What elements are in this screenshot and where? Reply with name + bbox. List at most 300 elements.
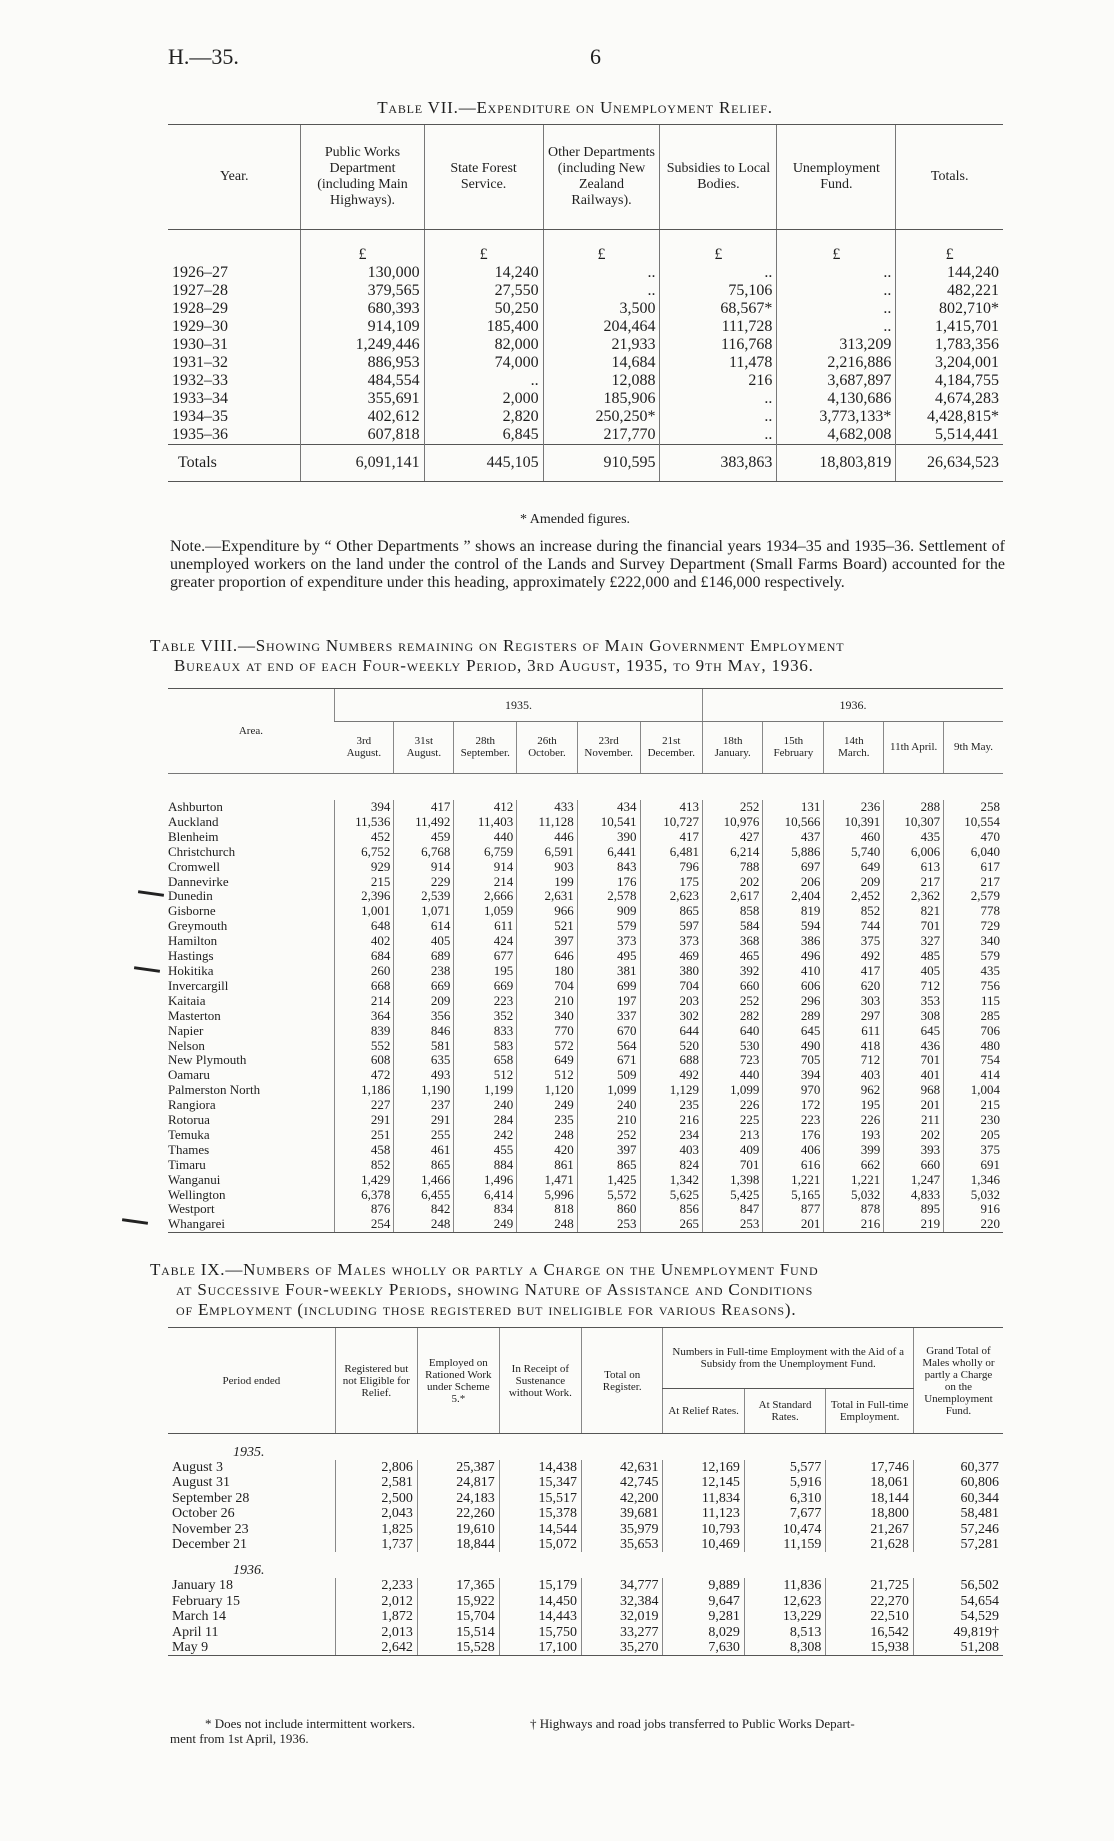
note-paragraph: Note.—Expenditure by “ Other Departments ” shows an increase during the financial years 1934–35 and 1935–36. Settlement of unemployed workers on the land under the control of the Lands and Survey Department (Small Farms Board) accounted for the greater proportion of expenditure under this heading, approximately £222,000 and £146,000 respectively. — [170, 538, 1005, 591]
t8-value-cell: 1,059 — [454, 904, 517, 919]
t8-value-cell: 195 — [824, 1098, 884, 1113]
t7-value-cell: 217,770 — [543, 426, 660, 445]
t8-value-cell: 434 — [577, 800, 640, 815]
t8-area-cell: Wanganui — [168, 1171, 221, 1187]
t8-value-cell: 10,541 — [577, 815, 640, 830]
t8-value-cell: 1,071 — [394, 904, 454, 919]
t9-value-cell: 14,450 — [499, 1594, 581, 1609]
t9-period-cell: November 23 — [172, 1521, 249, 1537]
t8-value-cell: 373 — [577, 934, 640, 949]
t8-value-cell: 5,996 — [517, 1188, 578, 1203]
table-row — [168, 875, 1003, 890]
table9-title-line2: at Successive Four-weekly Periods, showing Nature of Assistance and Conditions — [176, 1280, 814, 1299]
t8-value-cell: 210 — [517, 994, 578, 1009]
t8-value-cell: 11,128 — [517, 815, 578, 830]
t8-value-cell: 616 — [763, 1158, 824, 1173]
t9-value-cell: 18,844 — [417, 1537, 499, 1552]
t8-year-1935: 1935. — [334, 689, 702, 722]
t8-value-cell: 437 — [763, 830, 824, 845]
t8-value-cell: 684 — [334, 949, 394, 964]
t8-area-cell: Oamaru — [168, 1067, 210, 1083]
t7-value-cell: 185,400 — [424, 318, 543, 336]
t7-value-cell: 130,000 — [301, 264, 424, 282]
t9-year-row — [168, 1552, 1003, 1578]
table-row — [168, 1537, 1003, 1552]
t8-value-cell: 6,040 — [944, 845, 1003, 860]
table-row — [168, 860, 1003, 875]
t7-col-totals: Totals. — [896, 125, 1003, 230]
t7-value-cell: 75,106 — [660, 282, 777, 300]
table9-footnote-2 — [530, 1716, 1000, 1731]
table-row — [168, 919, 1003, 934]
t9-col-registered: Registered but not Eligible for Relief. — [335, 1328, 417, 1434]
t8-value-cell: 584 — [703, 919, 763, 934]
t9-period-cell: January 18 — [172, 1578, 234, 1594]
t8-area-cell: Hokitika — [168, 962, 214, 978]
t9-value-cell: 16,542 — [826, 1625, 914, 1640]
t8-value-cell: 852 — [334, 1158, 394, 1173]
t8-value-cell: 490 — [763, 1039, 824, 1054]
t9-value-cell: 15,938 — [826, 1640, 914, 1656]
t9-value-cell: 15,528 — [417, 1640, 499, 1656]
margin-mark — [138, 890, 164, 897]
t8-value-cell: 393 — [884, 1143, 944, 1158]
t8-value-cell: 215 — [944, 1098, 1003, 1113]
t7-value-cell: 4,428,815* — [896, 408, 1003, 426]
t7-value-cell: 914,109 — [301, 318, 424, 336]
t7-value-cell: .. — [424, 372, 543, 390]
t8-value-cell: 671 — [577, 1053, 640, 1068]
t8-value-cell: 1,004 — [944, 1083, 1003, 1098]
t8-value-cell: 209 — [824, 875, 884, 890]
t8-period-header: 21st December. — [640, 721, 703, 773]
t7-year-cell: 1929–30 — [172, 318, 228, 335]
t8-value-cell: 895 — [884, 1202, 944, 1217]
t9-value-cell: 18,144 — [826, 1491, 914, 1506]
t9-value-cell: 15,514 — [417, 1625, 499, 1640]
t8-value-cell: 258 — [944, 800, 1003, 815]
t8-value-cell: 492 — [824, 949, 884, 964]
t8-value-cell: 202 — [703, 875, 763, 890]
t8-value-cell: 435 — [884, 830, 944, 845]
t8-value-cell: 583 — [454, 1039, 517, 1054]
t9-value-cell: 14,438 — [499, 1460, 581, 1475]
t9-value-cell: 1,825 — [335, 1522, 417, 1537]
t8-value-cell: 929 — [334, 860, 394, 875]
t7-value-cell: 50,250 — [424, 300, 543, 318]
t9-year-label: 1936. — [233, 1563, 265, 1579]
t8-area-cell: Ashburton — [168, 799, 223, 814]
t8-value-cell: 648 — [334, 919, 394, 934]
t9-value-cell: 11,836 — [744, 1578, 825, 1593]
t7-value-cell: 74,000 — [424, 354, 543, 372]
t8-value-cell: 352 — [454, 1009, 517, 1024]
t9-value-cell: 10,793 — [663, 1522, 744, 1537]
t8-value-cell: 440 — [703, 1068, 763, 1083]
t8-value-cell: 1,247 — [884, 1173, 944, 1188]
t9-col-total-register: Total on Register. — [581, 1328, 662, 1434]
t8-value-cell: 308 — [884, 1009, 944, 1024]
t9-value-cell: 57,246 — [913, 1522, 1003, 1537]
t7-value-cell: 680,393 — [301, 300, 424, 318]
t7-value-cell: 402,612 — [301, 408, 424, 426]
t9-value-cell: 35,653 — [581, 1537, 662, 1552]
t8-value-cell: 229 — [394, 875, 454, 890]
t8-value-cell: 394 — [763, 1068, 824, 1083]
t8-value-cell: 303 — [824, 994, 884, 1009]
table7-title: Table VII.—Expenditure on Unemployment Relief. — [377, 98, 773, 117]
t8-value-cell: 1,120 — [517, 1083, 578, 1098]
t8-value-cell: 521 — [517, 919, 578, 934]
t8-value-cell: 2,578 — [577, 889, 640, 904]
t9-value-cell: 11,123 — [663, 1506, 744, 1521]
t9-value-cell: 10,474 — [744, 1522, 825, 1537]
t8-value-cell: 2,579 — [944, 889, 1003, 904]
t9-value-cell: 17,365 — [417, 1578, 499, 1593]
t8-value-cell: 472 — [334, 1068, 394, 1083]
t7-unit-blank — [168, 230, 301, 265]
t8-value-cell: 723 — [703, 1053, 763, 1068]
t8-area-cell: Christchurch — [168, 843, 236, 859]
t8-value-cell: 413 — [640, 800, 703, 815]
t8-value-cell: 620 — [824, 979, 884, 994]
t7-col-other-departments: Other Departments (including New Zealand Railways). — [543, 125, 660, 230]
t8-value-cell: 1,429 — [334, 1173, 394, 1188]
table-row — [168, 1475, 1003, 1490]
t8-value-cell: 220 — [944, 1217, 1003, 1232]
t7-totals-label: Totals — [168, 445, 301, 482]
t7-value-cell: 379,565 — [301, 282, 424, 300]
t8-value-cell: 459 — [394, 830, 454, 845]
t8-value-cell: 2,452 — [824, 889, 884, 904]
t9-value-cell: 51,208 — [913, 1640, 1003, 1656]
t9-value-cell: 15,750 — [499, 1625, 581, 1640]
t9-value-cell: 9,647 — [663, 1594, 744, 1609]
t8-value-cell: 455 — [454, 1143, 517, 1158]
t8-value-cell: 660 — [884, 1158, 944, 1173]
t9-value-cell: 8,029 — [663, 1625, 744, 1640]
t9-value-cell: 12,623 — [744, 1594, 825, 1609]
t8-value-cell: 846 — [394, 1024, 454, 1039]
t7-value-cell: 3,204,001 — [896, 354, 1003, 372]
table-row — [168, 1202, 1003, 1217]
table9-footnote-2a: † Highways and road jobs transferred to Public Works Depart- — [530, 1716, 855, 1731]
t8-value-cell: 4,833 — [884, 1188, 944, 1203]
t8-value-cell: 288 — [884, 800, 944, 815]
t8-value-cell: 248 — [517, 1128, 578, 1143]
t8-value-cell: 1,346 — [944, 1173, 1003, 1188]
table-row — [168, 372, 1003, 390]
t8-value-cell: 402 — [334, 934, 394, 949]
t7-year-cell: 1932–33 — [172, 372, 228, 389]
t7-value-cell: .. — [777, 264, 896, 282]
t9-value-cell: 14,443 — [499, 1609, 581, 1624]
t8-value-cell: 368 — [703, 934, 763, 949]
t8-period-header: 3rd August. — [334, 721, 394, 773]
t7-year-cell: 1926–27 — [172, 264, 228, 281]
t8-value-cell: 289 — [763, 1009, 824, 1024]
t9-value-cell: 6,310 — [744, 1491, 825, 1506]
t8-value-cell: 236 — [824, 800, 884, 815]
t9-value-cell: 34,777 — [581, 1578, 662, 1593]
t8-value-cell: 712 — [884, 979, 944, 994]
table-row — [168, 1506, 1003, 1521]
t8-value-cell: 465 — [703, 949, 763, 964]
t7-value-cell: 14,684 — [543, 354, 660, 372]
t8-area-cell: Westport — [168, 1201, 215, 1217]
t8-value-cell: 436 — [884, 1039, 944, 1054]
table-row — [168, 1594, 1003, 1609]
t8-value-cell: 214 — [334, 994, 394, 1009]
t8-value-cell: 249 — [454, 1217, 517, 1232]
t8-value-cell: 579 — [577, 919, 640, 934]
t8-value-cell: 435 — [944, 964, 1003, 979]
t8-value-cell: 6,414 — [454, 1188, 517, 1203]
t8-area-cell: Timaru — [168, 1156, 206, 1172]
table8-title-line1: Table VIII.—Showing Numbers remaining on Registers of Main Government Employment — [150, 636, 845, 655]
t8-value-cell: 405 — [884, 964, 944, 979]
t7-value-cell: 1,415,701 — [896, 318, 1003, 336]
t8-value-cell: 581 — [394, 1039, 454, 1054]
table-row — [168, 336, 1003, 354]
t8-value-cell: 201 — [884, 1098, 944, 1113]
t8-value-cell: 255 — [394, 1128, 454, 1143]
t8-value-cell: 644 — [640, 1024, 703, 1039]
t8-area-cell: Dunedin — [168, 888, 213, 904]
t7-total-cell: 6,091,141 — [301, 445, 424, 482]
t9-period-cell: October 26 — [172, 1506, 235, 1522]
t8-value-cell: 175 — [640, 875, 703, 890]
t8-area-cell: Hastings — [168, 948, 214, 964]
t8-value-cell: 847 — [703, 1202, 763, 1217]
t8-value-cell: 115 — [944, 994, 1003, 1009]
t8-value-cell: 10,566 — [763, 815, 824, 830]
t7-value-cell: .. — [777, 282, 896, 300]
t7-col-state-forest: State Forest Service. — [424, 125, 543, 230]
t8-area-cell: Whangarei — [168, 1217, 334, 1232]
t8-period-header: 23rd November. — [577, 721, 640, 773]
t9-col-total-fulltime: Total in Full-time Employment. — [826, 1389, 914, 1434]
t8-value-cell: 858 — [703, 904, 763, 919]
t8-value-cell: 420 — [517, 1143, 578, 1158]
t8-area-cell: Invercargill — [168, 977, 229, 993]
t8-area-cell: Cromwell — [168, 858, 220, 874]
t8-value-cell: 2,666 — [454, 889, 517, 904]
t7-value-cell: 111,728 — [660, 318, 777, 336]
t9-value-cell: 1,872 — [335, 1609, 417, 1624]
t8-value-cell: 5,572 — [577, 1188, 640, 1203]
t9-value-cell: 54,654 — [913, 1594, 1003, 1609]
t8-value-cell: 701 — [884, 1053, 944, 1068]
t7-value-cell: 11,478 — [660, 354, 777, 372]
table-row — [168, 1609, 1003, 1624]
t8-value-cell: 205 — [944, 1128, 1003, 1143]
t8-value-cell: 2,539 — [394, 889, 454, 904]
t8-value-cell: 744 — [824, 919, 884, 934]
t8-value-cell: 635 — [394, 1053, 454, 1068]
t8-value-cell: 469 — [640, 949, 703, 964]
t8-value-cell: 688 — [640, 1053, 703, 1068]
t8-area-cell: Auckland — [168, 813, 219, 829]
table-row — [168, 1491, 1003, 1506]
t8-value-cell: 962 — [824, 1083, 884, 1098]
t8-value-cell: 433 — [517, 800, 578, 815]
t7-value-cell: 355,691 — [301, 390, 424, 408]
t9-period-cell: May 9 — [168, 1640, 335, 1656]
t8-value-cell: 284 — [454, 1113, 517, 1128]
t8-value-cell: 865 — [577, 1158, 640, 1173]
t8-value-cell: 460 — [824, 830, 884, 845]
t8-value-cell: 594 — [763, 919, 824, 934]
t8-value-cell: 669 — [394, 979, 454, 994]
t8-area-cell: Palmerston North — [168, 1082, 261, 1098]
t8-area-cell: Kaitaia — [168, 992, 206, 1008]
table-row — [168, 904, 1003, 919]
table9-title-line3: of Employment (including those registered but ineligible for various Reasons). — [176, 1300, 797, 1319]
t8-value-cell: 427 — [703, 830, 763, 845]
t7-value-cell: 802,710* — [896, 300, 1003, 318]
t8-value-cell: 5,032 — [824, 1188, 884, 1203]
t8-value-cell: 914 — [454, 860, 517, 875]
margin-mark — [134, 966, 160, 973]
t9-value-cell: 42,745 — [581, 1475, 662, 1490]
t8-area-cell: Wellington — [168, 1186, 226, 1202]
t8-value-cell: 520 — [640, 1039, 703, 1054]
table-row — [168, 1158, 1003, 1173]
t9-value-cell: 9,889 — [663, 1578, 744, 1593]
t9-value-cell: 21,725 — [826, 1578, 914, 1593]
t8-value-cell: 356 — [394, 1009, 454, 1024]
t8-value-cell: 327 — [884, 934, 944, 949]
t7-total-cell: 445,105 — [424, 445, 543, 482]
t7-value-cell: 4,184,755 — [896, 372, 1003, 390]
t9-value-cell: 21,628 — [826, 1537, 914, 1552]
table-row — [168, 815, 1003, 830]
table-row — [168, 1053, 1003, 1068]
t8-value-cell: 216 — [824, 1217, 884, 1232]
t8-value-cell: 662 — [824, 1158, 884, 1173]
t9-value-cell: 25,387 — [417, 1460, 499, 1475]
t8-value-cell: 512 — [454, 1068, 517, 1083]
table-row — [168, 1188, 1003, 1203]
t7-value-cell: 3,773,133* — [777, 408, 896, 426]
t8-value-cell: 223 — [454, 994, 517, 1009]
t7-year-cell: 1933–34 — [172, 390, 228, 407]
table-row — [168, 1173, 1003, 1188]
t7-unit: £ — [777, 230, 896, 265]
t8-period-header: 11th April. — [884, 721, 944, 773]
t7-year-cell: 1931–32 — [172, 354, 228, 371]
t8-value-cell: 564 — [577, 1039, 640, 1054]
t8-value-cell: 843 — [577, 860, 640, 875]
t8-value-cell: 916 — [944, 1202, 1003, 1217]
t9-value-cell: 9,281 — [663, 1609, 744, 1624]
t9-period-cell: December 21 — [172, 1537, 248, 1553]
t7-total-cell: 910,595 — [543, 445, 660, 482]
t8-value-cell: 824 — [640, 1158, 703, 1173]
t9-value-cell: 42,631 — [581, 1460, 662, 1475]
t8-value-cell: 214 — [454, 875, 517, 890]
t8-year-1936: 1936. — [703, 689, 1003, 722]
t8-period-header: 9th May. — [944, 721, 1003, 773]
t8-value-cell: 493 — [394, 1068, 454, 1083]
t8-value-cell: 1,129 — [640, 1083, 703, 1098]
t8-value-cell: 237 — [394, 1098, 454, 1113]
t8-value-cell: 861 — [517, 1158, 578, 1173]
t8-value-cell: 699 — [577, 979, 640, 994]
t8-value-cell: 668 — [334, 979, 394, 994]
t9-value-cell: 33,277 — [581, 1625, 662, 1640]
t8-value-cell: 6,214 — [703, 845, 763, 860]
table-row — [168, 408, 1003, 426]
t8-area-cell: Masterton — [168, 1007, 221, 1023]
t8-value-cell: 254 — [334, 1217, 394, 1232]
t9-period-cell: April 11 — [172, 1624, 219, 1640]
t8-value-cell: 649 — [824, 860, 884, 875]
t8-value-cell: 966 — [517, 904, 578, 919]
t8-value-cell: 701 — [884, 919, 944, 934]
table-row — [168, 390, 1003, 408]
t8-area-cell: Dannevirke — [168, 873, 229, 889]
t8-area-header: Area. — [168, 689, 334, 774]
t9-value-cell: 22,260 — [417, 1506, 499, 1521]
t8-value-cell: 6,378 — [334, 1188, 394, 1203]
t8-value-cell: 2,396 — [334, 889, 394, 904]
t8-value-cell: 6,455 — [394, 1188, 454, 1203]
t9-value-cell: 8,513 — [744, 1625, 825, 1640]
t9-value-cell: 24,817 — [417, 1475, 499, 1490]
t9-col-relief-rates: At Relief Rates. — [663, 1389, 744, 1434]
t8-value-cell: 691 — [944, 1158, 1003, 1173]
t8-value-cell: 193 — [824, 1128, 884, 1143]
table-row — [168, 964, 1003, 979]
t7-value-cell: .. — [660, 264, 777, 282]
table-row — [168, 845, 1003, 860]
t7-value-cell: 1,249,446 — [301, 336, 424, 354]
t8-value-cell: 839 — [334, 1024, 394, 1039]
t8-period-header: 15th February — [763, 721, 824, 773]
t8-value-cell: 1,342 — [640, 1173, 703, 1188]
t8-value-cell: 677 — [454, 949, 517, 964]
t8-value-cell: 260 — [334, 964, 394, 979]
t8-period-header: 18th January. — [703, 721, 763, 773]
t8-value-cell: 234 — [640, 1128, 703, 1143]
t7-value-cell: .. — [660, 390, 777, 408]
t8-value-cell: 202 — [884, 1128, 944, 1143]
t7-value-cell: 484,554 — [301, 372, 424, 390]
t8-value-cell: 729 — [944, 919, 1003, 934]
t7-total-cell: 18,803,819 — [777, 445, 896, 482]
t9-value-cell: 2,013 — [335, 1625, 417, 1640]
t7-value-cell: 886,953 — [301, 354, 424, 372]
t8-value-cell: 649 — [517, 1053, 578, 1068]
table-row — [168, 426, 1003, 445]
t8-value-cell: 265 — [640, 1217, 703, 1232]
t8-value-cell: 424 — [454, 934, 517, 949]
t8-value-cell: 10,727 — [640, 815, 703, 830]
t8-value-cell: 2,362 — [884, 889, 944, 904]
t9-col-employed: Employed on Rationed Work under Scheme 5.* — [417, 1328, 499, 1434]
t8-value-cell: 614 — [394, 919, 454, 934]
t8-value-cell: 386 — [763, 934, 824, 949]
t8-value-cell: 242 — [454, 1128, 517, 1143]
t9-value-cell: 8,308 — [744, 1640, 825, 1656]
t8-value-cell: 485 — [884, 949, 944, 964]
t8-value-cell: 403 — [640, 1143, 703, 1158]
t7-year-cell: 1928–29 — [172, 300, 228, 317]
t8-value-cell: 909 — [577, 904, 640, 919]
t8-value-cell: 706 — [944, 1024, 1003, 1039]
